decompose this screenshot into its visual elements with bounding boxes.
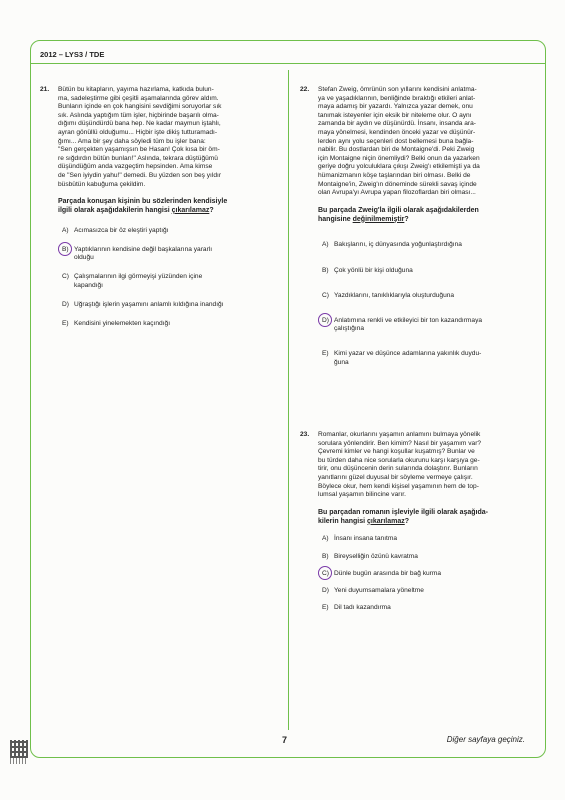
option-text: Uğraştığı işlerin yaşamını anlamlı kıldığına inandığı [74, 300, 224, 308]
option-letter: A) [322, 535, 329, 543]
prompt-end: ? [404, 517, 410, 525]
option-text-cont: olduğu [74, 254, 94, 262]
passage [318, 86, 536, 198]
answer-option[interactable] [62, 273, 280, 289]
passage-line: yanıtlarını güzel duyusal bir söyleme vermeye çalışır. [318, 473, 473, 481]
answer-option[interactable] [62, 246, 280, 262]
passage-line: re sığdırdın bütün bunları!" Aslında, tekrara düştüğümü [58, 154, 218, 162]
prompt-end: ? [404, 215, 409, 223]
passage-line: nabilir. Bu dostlardan biri de Montaigne'di. Peki Zweig [318, 146, 475, 154]
question-prompt [318, 509, 536, 527]
prompt-line-2: kilerin hangisi [318, 517, 368, 525]
passage-line: sorulara yönlendirir. Ben kimim? Nasıl bir yaşamım var? [318, 439, 482, 447]
option-text: Çalışmalarının ilgi görmeyişi yüzünden içine [74, 273, 203, 281]
answer-option[interactable] [62, 320, 280, 328]
answer-option[interactable] [322, 535, 536, 543]
option-text: Bireyselliğin özünü kavratma [334, 552, 418, 560]
passage [318, 431, 536, 500]
question-body [318, 431, 536, 612]
option-text-cont: kapandığı [74, 281, 103, 289]
passage-line: ayran gönüllü olduğumu... Hiçbir işte dikiş tutturamadı- [58, 128, 218, 136]
passage-line: olan Avrupa'yı Avrupa yapan filozoflardan biri olması... [318, 189, 476, 197]
option-letter: B) [62, 245, 69, 253]
prompt-end: ? [209, 206, 214, 214]
passage-line: maya adamış bir yazardı. Yalnızca yazar demek, onu [318, 103, 473, 111]
answer-option[interactable] [322, 570, 536, 578]
prompt-underlined: çıkarılamaz [171, 206, 210, 214]
option-letter: A) [322, 241, 329, 249]
page-number: 7 [282, 735, 288, 745]
question-number: 23. [300, 431, 310, 438]
passage-line: tirir, onu düşüncenin derin sularında dolaştırır. Bunların [318, 465, 478, 473]
passage-line: düşündüğüm anda vazgeçtim hepsinden. Ama kimse [58, 163, 213, 171]
passage-line: Bütün bu kitapların, yayıma hazırlama, katkıda bulun- [58, 86, 214, 93]
option-text: Kimi yazar ve düşünce adamlarına yakınlık duydu- [334, 350, 482, 358]
column-divider [288, 70, 289, 730]
right-column [300, 86, 536, 612]
barcode-icon [10, 740, 28, 758]
passage-line: tanımak isteyenler için eksik bir niteleme olur. O aynı [318, 111, 472, 119]
options [318, 241, 536, 366]
passage-line: ya ve yaşadıklarının, benliğinde bıraktığı etkileri anlat- [318, 94, 476, 102]
passage-line: "Sen gerçekten yaşamışsın be Hasan! Çok kısa bir öm- [58, 146, 220, 154]
option-text: Kendisini yinelemekten kaçındığı [74, 319, 171, 327]
passage-line: lerden aynı yolu seçenleri dost bellemesi buna bağla- [318, 137, 474, 145]
passage-line: Stefan Zweig, ömrünün son yıllarını kendisini anlatma- [318, 86, 477, 93]
passage-line: ma, sadeleştirme gibi çeşitli aşamalarında görev aldım. [58, 94, 219, 102]
question-prompt [318, 207, 536, 225]
exam-header-title: 2012 – LYS3 / TDE [40, 50, 105, 59]
option-text: Yazdıklarını, tanıklıklarıyla oluşturduğuna [334, 291, 455, 299]
passage-line: hümanizmanın köşe taşlarından biri olması. Belki de [318, 171, 471, 179]
passage-line: zamanda bir aydın ve düşünürdü. İnsanı, insanda ara- [318, 120, 476, 128]
passage-line: sık. Aslında yaptığım tüm işler, hiçbirinde başarılı olma- [58, 111, 219, 119]
option-letter: A) [62, 226, 69, 234]
option-letter: B) [322, 552, 329, 560]
question-number: 21. [40, 86, 50, 93]
option-text: Bakışlarını, iç dünyasında yoğunlaştırdığına [334, 241, 462, 249]
answer-option[interactable] [322, 267, 536, 275]
answer-option[interactable] [322, 317, 536, 333]
question-21 [40, 86, 280, 328]
passage-line: lumsal yaşamın bilincine varır. [318, 491, 406, 499]
passage-line: Çevremi kimler ve hangi koşullar kuşatmış? Bunlar ve [318, 448, 475, 456]
answer-option[interactable] [322, 292, 536, 300]
answer-option[interactable] [322, 553, 536, 561]
passage-line: dığımı düşündürdü bana hep. Ne kadar maymun iştahlı, [58, 120, 221, 128]
prompt-underlined: çıkarılamaz [367, 517, 405, 525]
answer-option[interactable] [322, 587, 536, 595]
question-prompt [58, 198, 280, 216]
option-text-cont: çalıştığına [334, 325, 365, 333]
option-letter: D) [322, 316, 329, 324]
option-text: Dil tadı kazandırma [334, 604, 391, 612]
option-letter: E) [62, 319, 69, 327]
left-column [40, 86, 280, 328]
header-divider [30, 63, 546, 64]
options [58, 227, 280, 328]
passage-line: Romanlar, okurlarını yaşamın anlamını bulmaya yönelik [318, 431, 481, 438]
option-text-cont: ğuna [334, 358, 349, 366]
question-22 [300, 86, 536, 367]
answer-option[interactable] [322, 604, 536, 612]
option-text: İnsanı insana tanıtma [334, 535, 398, 543]
option-letter: E) [322, 350, 329, 358]
prompt-underlined: değinilmemiştir [352, 215, 405, 223]
answer-mark-circle [58, 242, 72, 256]
options [318, 535, 536, 612]
question-body [58, 86, 280, 328]
option-letter: C) [322, 569, 329, 577]
passage [58, 86, 280, 189]
answer-option[interactable] [322, 241, 536, 249]
question-body [318, 86, 536, 367]
answer-option[interactable] [322, 350, 536, 366]
option-text: Yaptıklarının kendisine değil başkalarına yararlı [74, 245, 213, 253]
passage-line: Montaigne'in, Zweig'ın döneminde sürekli savaş içinde [318, 180, 477, 188]
barcode-strip [10, 758, 28, 764]
option-letter: B) [322, 266, 329, 274]
next-page-note: Diğer sayfaya geçiniz. [446, 735, 525, 744]
option-text: Acımasızca bir öz eleştiri yaptığı [74, 226, 169, 234]
passage-line: de "Sen iyiydin yahu!" demedi. Bu yüzden son beş yıldır [58, 171, 222, 179]
answer-mark-circle [318, 313, 332, 327]
option-letter: E) [322, 604, 329, 612]
option-letter: D) [62, 300, 69, 308]
question-23 [300, 431, 536, 612]
option-letter: C) [322, 291, 329, 299]
passage-line: Böylece okur, hem kendi kişisel yaşamının hem de top- [318, 482, 479, 490]
prompt-line-2: hangisine [318, 215, 353, 223]
option-text: Dünle bugün arasında bir bağ kurma [334, 569, 442, 577]
answer-option[interactable] [62, 227, 280, 235]
option-text: Yeni duyumsamalara yöneltme [334, 586, 424, 594]
prompt-line-1: Bu parçada Zweig'la ilgili olarak aşağıdakilerden [318, 206, 479, 214]
option-letter: D) [322, 586, 329, 594]
question-number: 22. [300, 86, 310, 93]
passage-line: büsbütün kabuğuma çekildim. [58, 180, 146, 188]
option-letter: C) [62, 273, 69, 281]
passage-line: Bunların içinde en çok hangisini sevdiğimi soruyorlar sık [58, 103, 222, 111]
passage-line: geriye doğru yolculuklara çıkışı Zweig'ı etkilemişti ya da [318, 163, 480, 171]
prompt-line-1: Bu parçadan romanın işleviyle ilgili olarak aşağıda- [318, 508, 489, 516]
passage-line: için Montaigne niçin önemliydi? Belki onun da yazarken [318, 154, 480, 162]
prompt-line-2: ilgili olarak aşağıdakilerin hangisi [58, 206, 172, 214]
passage-line: bu türden daha nice sorularla okurunu karşı karşıya ge- [318, 456, 480, 464]
answer-mark-circle [318, 566, 332, 580]
passage-line: ğımı... Ama bir şey daha söyledi tüm bu işler bana: [58, 137, 206, 145]
option-text: Çok yönlü bir kişi olduğuna [334, 266, 413, 274]
passage-line: maya yönelmesi, kendinden önceki yazar ve düşünür- [318, 128, 476, 136]
answer-option[interactable] [62, 301, 280, 309]
option-text: Anlatımına renkli ve etkileyici bir ton kazandırmaya [334, 316, 483, 324]
prompt-line-1: Parçada konuşan kişinin bu sözlerinden kendisiyle [58, 198, 228, 206]
